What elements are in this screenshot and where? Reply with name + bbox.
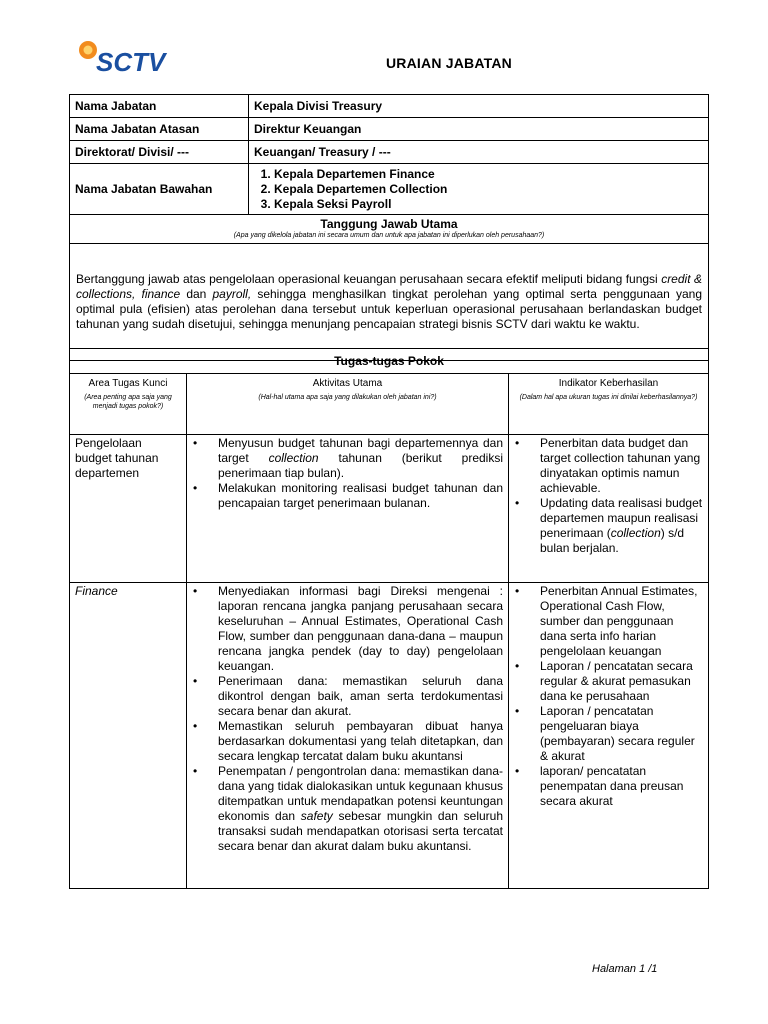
bawahan-label: Nama Jabatan Bawahan bbox=[70, 164, 249, 215]
indikator-item bbox=[513, 496, 703, 556]
col-indikator-label: Indikator Keberhasilan bbox=[558, 378, 659, 389]
nama-jabatan-value: Kepala Divisi Treasury bbox=[249, 95, 709, 118]
area-budget: Pengelolaan budget tahunan departemen bbox=[70, 435, 187, 583]
tanggung-jawab-text bbox=[70, 244, 709, 361]
indikator-item: • Penerbitan Annual Estimates, Operational Cash Flow, sumber dan penggunaan dana serta info harian pengelolaan keuangan bbox=[513, 584, 703, 659]
col-indikator-header bbox=[509, 374, 709, 435]
aktivitas-item bbox=[191, 764, 503, 854]
tugas-row-budget bbox=[70, 435, 709, 583]
item-text: Updating data realisasi budget departemen maupun realisasi penerimaan ( bbox=[540, 496, 703, 540]
tanggung-jawab-row bbox=[70, 244, 709, 361]
col-area-label: Area Tugas Kunci bbox=[88, 378, 168, 389]
item-text-italic: safety bbox=[300, 809, 333, 823]
document-title: URAIAN JABATAN bbox=[386, 55, 512, 71]
tugas-column-headers bbox=[70, 374, 709, 435]
bawahan-item: 1. Kepala Departemen Finance bbox=[274, 167, 703, 182]
bawahan-value bbox=[249, 164, 709, 215]
bawahan-item: 3. Kepala Seksi Payroll bbox=[274, 197, 703, 212]
sctv-logo bbox=[76, 38, 172, 74]
job-info-table bbox=[69, 94, 709, 361]
tj-text: dan bbox=[180, 287, 213, 301]
tj-text: sehingga menghasilkan tingkat perolehan yang optimal serta penggunaan yang optimal pula (efisien) atas perolehan dana tersebut untuk keperluan operasional perusahaan berlandaskan budget tahunan yang sudah disetujui, sehingga menunjang pencapaian strategi bisnis SCTV dari waktu ke waktu. bbox=[76, 287, 703, 331]
atasan-value: Direktur Keuangan bbox=[249, 118, 709, 141]
col-area-header bbox=[70, 374, 187, 435]
col-aktivitas-label: Aktivitas Utama bbox=[312, 378, 383, 389]
logo-text: SCTV bbox=[96, 47, 166, 74]
col-area-sub: (Area penting apa saja yang menjadi tugas pokok?) bbox=[84, 394, 172, 410]
area-finance bbox=[70, 583, 187, 889]
page-number: Halaman 1 /1 bbox=[592, 963, 658, 975]
aktivitas-item: • Memastikan seluruh pembayaran dibuat hanya berdasarkan dokumentasi yang telah ditetapkan, dan secara lengkap tercatat dalam buku akuntansi bbox=[191, 719, 503, 764]
indikator-item: • Laporan / pencatatan pengeluaran biaya (pembayaran) secara reguler & akurat bbox=[513, 704, 703, 764]
tj-text: Bertanggung jawab atas pengelolaan operasional keuangan perusahaan secara efektif meliputi bidang fungsi bbox=[76, 272, 662, 286]
item-text: ) s/d bulan berjalan. bbox=[540, 526, 685, 555]
item-text: sebesar mungkin dan seluruh transaksi sudah mendapatkan otorisasi serta tercatat secara benar dan akurat dalam buku akuntansi. bbox=[218, 809, 504, 853]
tanggung-jawab-subtitle: (Apa yang dikelola jabatan ini secara umum dan untuk apa jabatan ini diperlukan oleh perusahaan?) bbox=[233, 232, 545, 239]
indikator-list bbox=[513, 436, 703, 556]
direktorat-label: Direktorat/ Divisi/ --- bbox=[70, 141, 249, 164]
aktivitas-finance bbox=[187, 583, 509, 889]
tj-text-italic: payroll, bbox=[212, 287, 252, 301]
row-direktorat bbox=[70, 141, 709, 164]
aktivitas-item: • Penerimaan dana: memastikan seluruh dana dikontrol dengan baik, aman serta terdokumentasi secara benar dan akurat. bbox=[191, 674, 503, 719]
item-text-italic: collection bbox=[610, 526, 661, 540]
tj-text-italic: credit & collections, finance bbox=[76, 272, 702, 301]
tugas-row-finance bbox=[70, 583, 709, 889]
aktivitas-item bbox=[191, 436, 503, 481]
col-aktivitas-sub: (Hal-hal utama apa saja yang dilakukan oleh jabatan ini?) bbox=[258, 394, 437, 401]
bawahan-item: 2. Kepala Departemen Collection bbox=[274, 182, 703, 197]
aktivitas-item: • Menyediakan informasi bagi Direksi mengenai : laporan rencana jangka panjang perusahaan secara keseluruhan – Annual Estimates, Operational Cash Flow, sumber dan penggunaan dana-dana – maupun rencana jangka pendek (day to day) pengelolaan keuangan. bbox=[191, 584, 503, 674]
tugas-pokok-table bbox=[69, 348, 709, 889]
aktivitas-list bbox=[191, 584, 503, 854]
nama-jabatan-label: Nama Jabatan bbox=[70, 95, 249, 118]
indikator-item: • Laporan / pencatatan secara regular & akurat pemasukan dana ke perusahaan bbox=[513, 659, 703, 704]
aktivitas-budget bbox=[187, 435, 509, 583]
indikator-budget bbox=[509, 435, 709, 583]
direktorat-value: Keuangan/ Treasury / --- bbox=[249, 141, 709, 164]
col-indikator-sub: (Dalam hal apa ukuran tugas ini dinilai keberhasilannya?) bbox=[519, 394, 698, 401]
tugas-title: Tugas-tugas Pokok bbox=[70, 349, 709, 374]
aktivitas-list bbox=[191, 436, 503, 511]
item-text: Menyusun budget tahunan bagi departemennya dan target bbox=[218, 436, 503, 465]
item-text: tahunan (berikut prediksi penerimaan tiap bulan). bbox=[218, 451, 503, 480]
aktivitas-item: • Melakukan monitoring realisasi budget tahunan dan pencapaian target penerimaan bulanan. bbox=[191, 481, 503, 511]
sctv-logo-mark bbox=[76, 38, 172, 74]
atasan-label: Nama Jabatan Atasan bbox=[70, 118, 249, 141]
indikator-item: • Penerbitan data budget dan target collection tahunan yang dinyatakan optimis namun achievable. bbox=[513, 436, 703, 496]
area-finance-text: Finance bbox=[75, 584, 118, 598]
row-bawahan bbox=[70, 164, 709, 215]
item-text-italic: collection bbox=[268, 451, 319, 465]
tugas-title-row bbox=[70, 349, 709, 374]
indikator-item: • laporan/ pencatatan penempatan dana preusan secara akurat bbox=[513, 764, 703, 809]
col-aktivitas-header bbox=[187, 374, 509, 435]
row-atasan bbox=[70, 118, 709, 141]
row-nama-jabatan bbox=[70, 95, 709, 118]
indikator-list bbox=[513, 584, 703, 809]
tanggung-jawab-title: Tanggung Jawab Utama bbox=[320, 217, 458, 231]
item-text: Penempatan / pengontrolan dana: memastikan dana-dana yang tidak dialokasikan untuk kegunaan khusus ditempatkan untuk mendapatkan potensi keuntungan ekonomis dan bbox=[218, 764, 503, 823]
bawahan-list bbox=[254, 167, 703, 212]
indikator-finance bbox=[509, 583, 709, 889]
tanggung-jawab-header bbox=[70, 215, 709, 244]
